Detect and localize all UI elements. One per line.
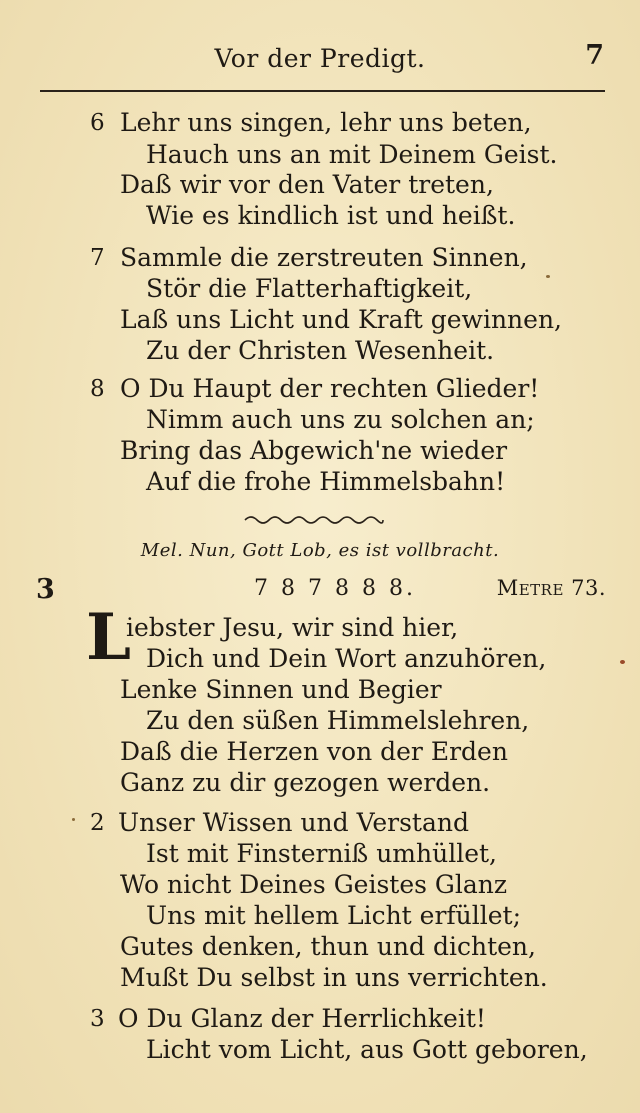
verse-line: Licht vom Licht, aus Gott geboren,	[146, 1035, 588, 1064]
wavy-divider-ornament	[243, 512, 385, 526]
verse-line: Laß uns Licht und Kraft gewinnen,	[120, 305, 562, 334]
verse-line: iebster Jesu, wir sind hier,	[126, 613, 459, 642]
metre-label: Metre 73.	[496, 576, 606, 600]
verse-number: 2	[90, 810, 105, 836]
verse-line: Zu der Christen Wesenheit.	[146, 336, 495, 365]
verse-line: Unser Wissen und Verstand	[118, 808, 469, 837]
verse-line: Daß die Herzen von der Erden	[120, 737, 508, 766]
verse-line: Stör die Flatterhaftigkeit,	[146, 274, 473, 303]
verse-line: Hauch uns an mit Deinem Geist.	[146, 140, 558, 169]
verse-line: Bring das Abgewich'ne wieder	[120, 436, 508, 465]
verse-line: Ist mit Finsterniß umhüllet,	[146, 839, 497, 868]
verse-line: Gutes denken, thun und dichten,	[120, 932, 536, 961]
verse-line: Mußt Du selbst in uns verrichten.	[120, 963, 548, 992]
paper-speck	[620, 660, 625, 664]
verse-line: Dich und Dein Wort anzuhören,	[146, 644, 547, 673]
drop-cap-letter: L	[86, 600, 131, 675]
verse-line: O Du Glanz der Herrlichkeit!	[118, 1004, 486, 1033]
verse-number: 3	[90, 1006, 105, 1032]
verse-line: Zu den süßen Himmelslehren,	[146, 706, 530, 735]
page-number: 7	[585, 40, 604, 71]
verse-line: Wo nicht Deines Geistes Glanz	[120, 870, 508, 899]
verse-line: Daß wir vor den Vater treten,	[120, 170, 494, 199]
verse-line: Lehr uns singen, lehr uns beten,	[120, 108, 532, 137]
paper-speck	[72, 818, 75, 821]
paper-speck	[546, 275, 550, 278]
header-rule	[40, 90, 605, 92]
verse-line: Nimm auch uns zu solchen an;	[146, 405, 535, 434]
verse-line: Auf die frohe Himmelsbahn!	[146, 467, 506, 496]
verse-number: 7	[90, 245, 105, 271]
verse-number: 8	[90, 376, 105, 402]
verse-line: Sammle die zerstreuten Sinnen,	[120, 243, 528, 272]
verse-line: Lenke Sinnen und Begier	[120, 675, 442, 704]
page-header-title: Vor der Predigt.	[214, 44, 426, 73]
melody-line: Mel. Nun, Gott Lob, es ist vollbracht.	[140, 540, 500, 561]
verse-line: Ganz zu dir gezogen werden.	[120, 768, 491, 797]
verse-line: Uns mit hellem Licht erfüllet;	[146, 901, 522, 930]
verse-line: O Du Haupt der rechten Glieder!	[120, 374, 540, 403]
verse-number: 6	[90, 110, 105, 136]
hymn-number: 3	[36, 574, 55, 605]
meter-numbers: 7 8 7 8 8 8.	[254, 576, 416, 601]
verse-line: Wie es kindlich ist und heißt.	[146, 201, 516, 230]
